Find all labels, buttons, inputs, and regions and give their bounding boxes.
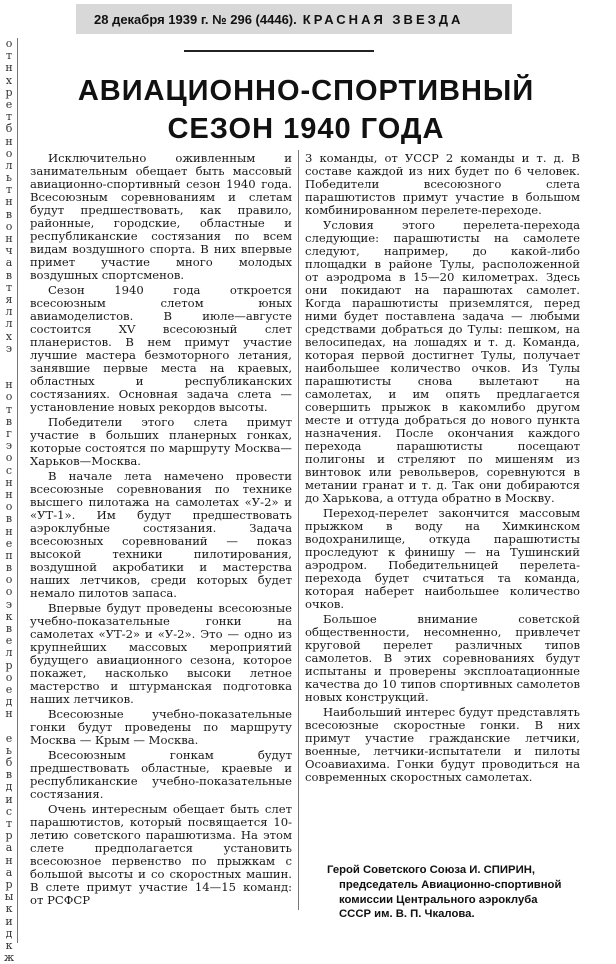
edge-letter: ы	[4, 890, 14, 904]
paragraph: Впервые будут проведены всесоюзные учебно-показательные гонки на самолетах «УТ-2» и «У-2». Это — одно из крупнейших массовых мероприятий будущего авиационного сезона, которое покажет, насколько высоки летное мастерство и штурманская подготовка наших летчиков.	[30, 601, 292, 706]
edge-letter: л	[5, 305, 13, 319]
edge-letter: п	[5, 548, 13, 562]
edge-letter: х	[5, 329, 13, 343]
edge-letter: э	[5, 439, 13, 453]
paragraph: Переход-перелет закончится массовым прыжком в воду на Химкинском водохранилище, откуда парашютисты проследуют к финишу — на Тушинский аэродром. Победительницей перелета-перехода будет считаться та команда, которая наберет наибольшее количество очков.	[305, 506, 580, 611]
paragraph: Всесоюзные учебно-показательные гонки будут проведены по маршруту Москва — Крым — Москва.	[30, 707, 292, 747]
paragraph: Наибольший интерес будут представлять всесоюзные скоростные гонки. В них примут участие гражданские летчики, военные, летчики-испытатели и пилоты Осоавиахима. Гонки будут проводиться на современных скоростных самолетах.	[305, 705, 580, 784]
edge-letter: а	[5, 256, 13, 270]
signature-line-named-after: СССР им. В. П. Чкалова.	[339, 908, 475, 921]
edge-letter: б	[5, 122, 13, 136]
edge-letter: э	[5, 341, 13, 355]
edge-letter: о	[5, 670, 13, 684]
edge-letter: т	[5, 280, 13, 294]
edge-letter: о	[5, 390, 13, 404]
edge-letter: д	[5, 695, 13, 709]
edge-letter: т	[5, 817, 13, 830]
edge-letter: е	[5, 731, 13, 745]
edge-letter: н	[5, 853, 13, 867]
edge-letter: б	[5, 756, 13, 770]
edge-letter: о	[5, 146, 13, 160]
paragraph: Всесоюзным гонкам будут предшествовать областные, краевые и республиканские учебно-показательные состязания.	[30, 748, 292, 801]
edge-letter: н	[5, 487, 13, 501]
paragraph: 3 команды, от УССР 2 команды и т. д. В составе каждой из них будет по 6 человек. Победители всесоюзного слета парашютистов примут участие в большом комбинированном перелете-переходе.	[305, 151, 580, 217]
edge-letter: в	[5, 207, 13, 221]
edge-letter: н	[5, 134, 13, 148]
edge-letter: т	[5, 110, 13, 124]
edge-letter: д	[5, 926, 13, 940]
edge-letter: х	[5, 73, 13, 87]
paragraph: Условия этого перелета-перехода следующие: парашютисты на самолете следуют, например, до какой-либо площадки в районе Тулы, расположенной от аэродрома в 15—20 километрах. Здесь они покидают на парашютах самолет. Когда парашютисты приземлятся, перед ними будет поставлена задача — любыми средствами добраться до Тулы: пешком, на велосипедах, на лошадях и т. д. Команда, которая первой достигнет Тулы, получает наибольшее количество очков. Из Тулы парашютисты снова вылетают на самолетах, и им опять предлагается совершить прыжок в какомлибо другом месте и оттуда добраться до нового пункта назначения. После окончания каждого перехода парашютисты посещают полигоны и стреляют по мишеням из винтовок или револьверов, соревнуются в метании гранат и т. д. Так они добираются до Харькова, а оттуда обратно в Москву.	[305, 218, 580, 505]
edge-letter: в	[5, 268, 13, 282]
edge-letter: т	[5, 183, 13, 197]
signature-line-organization: комиссии Центрального аэроклуба	[339, 893, 538, 906]
edge-letter: л	[5, 317, 13, 331]
edge-letter: и	[5, 914, 13, 928]
paragraph: Исключительно оживленным и занимательным обещает быть массовый авиационно-спортивный сезон 1940 года. Всесоюзным соревнованиям и слетам будут предшествовать, как правило, районные, городские, областные и республиканские состязания по всем видам воздушного спорта. В них впервые примет участие много молодых воздушных спортсменов.	[30, 151, 292, 282]
article-column-left	[30, 152, 292, 909]
edge-letter: к	[5, 938, 13, 952]
edge-letter: н	[5, 378, 13, 392]
headline-line-2: СЕЗОН 1940 ГОДА	[167, 113, 445, 145]
paragraph: Победители этого слета примут участие в больших планерных гонках, которые состоятся по маршруту Москва—Харьков—Москва.	[30, 415, 292, 468]
edge-letter: с	[5, 463, 13, 477]
edge-letter	[0, 721, 18, 733]
newspaper-name: КРАСНАЯ ЗВЕЗДА	[302, 11, 464, 27]
edge-letter: л	[5, 646, 13, 660]
edge-letter: н	[5, 61, 13, 75]
paragraph: Большое внимание советской общественности, несомненно, привлечет круговой перелет различных типов самолетов. В этих соревнованиях будут испытаны и проверены эксплоатационные качества до 10 типов спортивных самолетов новых конструкций.	[305, 612, 580, 704]
newspaper-masthead	[76, 4, 512, 34]
paragraph: В начале лета намечено провести всесоюзные соревнования по технике высшего пилотажа на самолетах «У-2» и «УТ-1». Им будут предшествовать аэроклубные состязания. Задача всесоюзных соревнований — показ высокой техники пилотирования, воздушной акробатики и мастерства наших летчиков, среди которых будет немало пилотов запаса.	[30, 469, 292, 600]
edge-letter	[0, 355, 18, 367]
edge-letter: н	[5, 707, 13, 721]
edge-letter: к	[5, 609, 13, 623]
author-signature	[327, 863, 595, 922]
edge-letter: в	[5, 414, 13, 428]
article-column-right	[305, 152, 580, 786]
article-headline	[30, 72, 582, 148]
title-rule	[184, 50, 374, 52]
edge-letter: р	[5, 85, 13, 99]
edge-letter: г	[6, 427, 12, 440]
signature-line-author: Герой Советского Союза И. СПИРИН,	[327, 864, 535, 876]
paragraph: Очень интересным обещает быть слет парашютистов, который посвящается 10-летию советского парашютизма. На этом слете предполагается установить всесоюзное первенство по прыжкам с большой высоты и со скоростных машин. В слете примут участие 14—15 команд: от РСФСР	[30, 802, 292, 907]
issue-date: 28 декабря 1939 г. № 296 (4446).	[94, 11, 297, 27]
headline-line-1: АВИАЦИОННО-СПОРТИВНЫЙ	[77, 75, 535, 107]
edge-letter: с	[5, 804, 13, 818]
edge-letter: е	[5, 682, 13, 696]
edge-divider	[17, 38, 18, 943]
paragraph: Сезон 1940 года откроется всесоюзным слетом юных авиамоделистов. В июле—августе состоится XV всесоюзный слет планеристов. В нем примут участие лучшие мастера безмоторного летания, занявшие первые места на краевых, областных и республиканских состязаниях. Основная задача слета — установление новых рекордов высоты.	[30, 283, 292, 414]
edge-letter: э	[5, 597, 13, 611]
edge-letter: о	[5, 500, 13, 514]
edge-letter: о	[5, 37, 13, 50]
edge-letter: л	[5, 158, 13, 172]
edge-letter: ж	[3, 951, 15, 964]
edge-letter: р	[5, 877, 13, 891]
edge-letter: р	[5, 658, 13, 672]
edge-letter: ч	[5, 244, 13, 258]
edge-letter: я	[5, 292, 13, 306]
edge-letter: т	[5, 402, 13, 416]
edge-letter: о	[5, 219, 13, 233]
edge-letter: к	[5, 902, 13, 916]
edge-letter: д	[5, 780, 13, 794]
edge-letter: н	[5, 232, 13, 245]
edge-letter: о	[5, 585, 13, 599]
edge-letter: а	[5, 841, 13, 855]
edge-letter: е	[5, 97, 13, 111]
edge-letter: в	[5, 768, 13, 782]
edge-letter: в	[5, 622, 13, 635]
edge-letter: н	[5, 524, 13, 538]
edge-letter: в	[5, 512, 13, 526]
edge-letter: ь	[6, 743, 12, 757]
edge-letter: р	[5, 829, 13, 843]
edge-letter: ь	[6, 171, 12, 185]
adjacent-column-edge	[0, 37, 18, 964]
edge-letter: н	[5, 195, 13, 209]
edge-letter: т	[5, 49, 13, 63]
edge-letter: е	[5, 634, 13, 648]
edge-letter: е	[5, 536, 13, 550]
edge-letter: н	[5, 475, 13, 489]
signature-line-position: председатель Авиационно-спортивной	[339, 878, 562, 891]
edge-letter: о	[5, 451, 13, 465]
edge-letter: о	[5, 573, 13, 587]
column-divider	[298, 150, 299, 910]
edge-letter: а	[5, 865, 13, 879]
edge-letter: в	[5, 561, 13, 575]
edge-letter: и	[5, 792, 13, 806]
